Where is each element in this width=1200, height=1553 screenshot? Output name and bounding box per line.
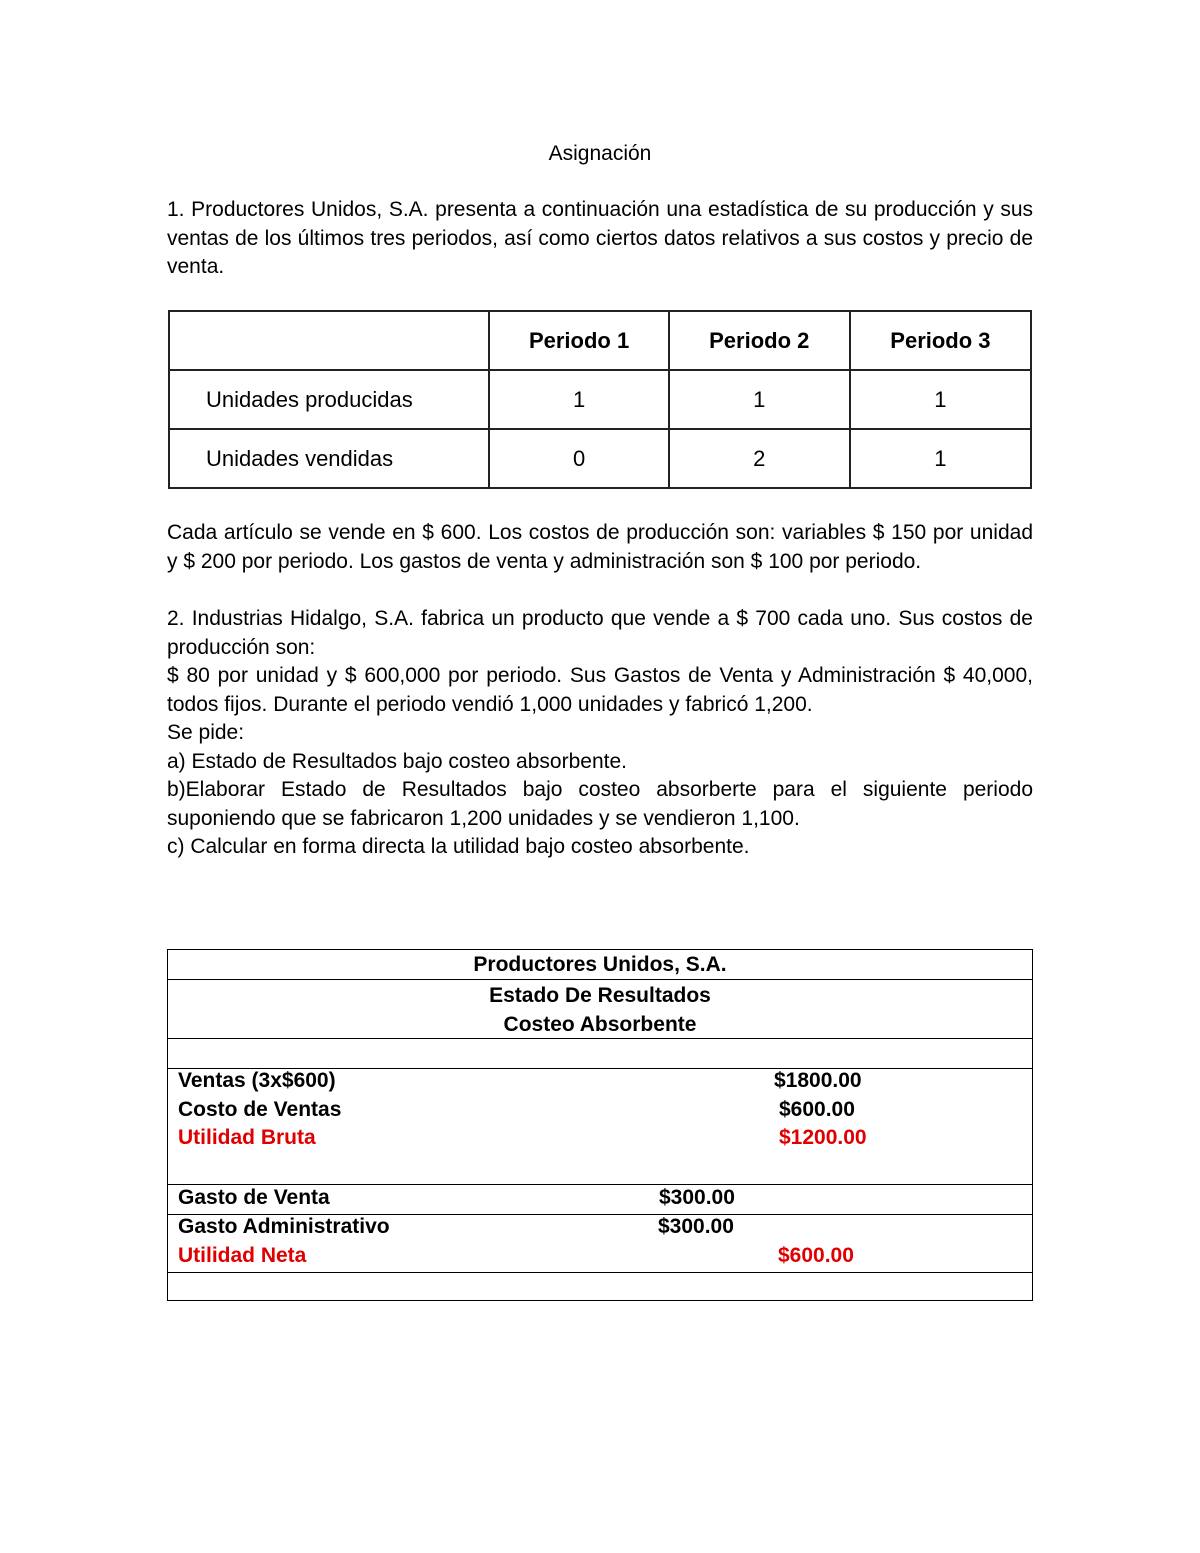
table-cell: 0: [489, 429, 668, 488]
statement-gasto-venta-row: [168, 1185, 1032, 1215]
utilidad-neta-label: Utilidad Neta: [178, 1244, 307, 1267]
header-empty-cell: [169, 311, 489, 370]
statement-empty-row: [168, 1039, 1032, 1069]
income-statement: [167, 949, 1033, 1301]
gasto-venta-value: $300.00: [659, 1186, 735, 1209]
gasto-venta-label: Gasto de Venta: [178, 1186, 330, 1209]
statement-company: Productores Unidos, S.A.: [473, 953, 727, 976]
problem-1-intro: [167, 196, 1033, 282]
problem-2-item-b: b)Elaborar Estado de Resultados bajo costeo absorberte para el siguiente periodo suponiendo que se fabricaron 1,200 unidades y se vendieron 1,100.: [167, 778, 1033, 830]
problem-1-costs-text: Cada artículo se vende en $ 600. Los costos de producción son: variables $ 150 por unidad y $ 200 por periodo. Los gastos de venta y administración son $ 100 por periodo.: [167, 521, 1033, 573]
problem-2-line-1: 2. Industrias Hidalgo, S.A. fabrica un producto que vende a $ 700 cada uno. Sus costos de producción son:: [167, 607, 1033, 659]
statement-subtitle: Costeo Absorbente: [503, 1013, 697, 1036]
problem-2-se-pide: Se pide:: [167, 721, 245, 744]
ventas-label: Ventas (3x$600): [178, 1069, 336, 1092]
production-table: [168, 310, 1032, 489]
gasto-administrativo-value: $300.00: [658, 1215, 734, 1238]
gasto-administrativo-label: Gasto Administrativo: [178, 1215, 390, 1238]
costo-ventas-value: $600.00: [779, 1098, 855, 1121]
table-cell: 1: [850, 370, 1031, 429]
statement-company-row: [168, 950, 1032, 980]
utilidad-bruta-value: $1200.00: [779, 1126, 867, 1149]
problem-2: [167, 605, 1033, 862]
ventas-value: $1800.00: [774, 1069, 862, 1092]
row-label-unidades-producidas: Unidades producidas: [169, 370, 489, 429]
table-cell: 1: [669, 370, 850, 429]
statement-gross-section: [168, 1069, 1032, 1185]
table-cell: 1: [489, 370, 668, 429]
problem-1-costs: [167, 519, 1033, 576]
document-title: Asignación: [548, 142, 652, 165]
table-row: [169, 429, 1031, 488]
statement-net-section: [168, 1215, 1032, 1273]
problem-1-text: 1. Productores Unidos, S.A. presenta a continuación una estadística de su producción y sus ventas de los últimos tres periodos, así como ciertos datos relativos a sus costos y precio de venta.: [167, 198, 1033, 278]
table-cell: 1: [850, 429, 1031, 488]
statement-title-row: [168, 980, 1032, 1039]
costo-ventas-label: Costo de Ventas: [178, 1098, 342, 1121]
header-periodo-1: Periodo 1: [489, 311, 668, 370]
problem-2-item-c: c) Calcular en forma directa la utilidad bajo costeo absorbente.: [167, 835, 750, 858]
problem-2-item-a: a) Estado de Resultados bajo costeo absorbente.: [167, 749, 627, 773]
utilidad-neta-value: $600.00: [778, 1244, 854, 1267]
header-periodo-2: Periodo 2: [669, 311, 850, 370]
table-cell: 2: [669, 429, 850, 488]
problem-2-line-2: $ 80 por unidad y $ 600,000 por periodo. Sus Gastos de Venta y Administración $ 40,000, todos fijos. Durante el periodo vendió 1,000 unidades y fabricó 1,200.: [167, 664, 1033, 716]
utilidad-bruta-label: Utilidad Bruta: [178, 1126, 316, 1149]
header-periodo-3: Periodo 3: [850, 311, 1031, 370]
row-label-unidades-vendidas: Unidades vendidas: [169, 429, 489, 488]
statement-title: Estado De Resultados: [489, 984, 711, 1007]
production-table-header: [169, 311, 1031, 370]
table-row: [169, 370, 1031, 429]
